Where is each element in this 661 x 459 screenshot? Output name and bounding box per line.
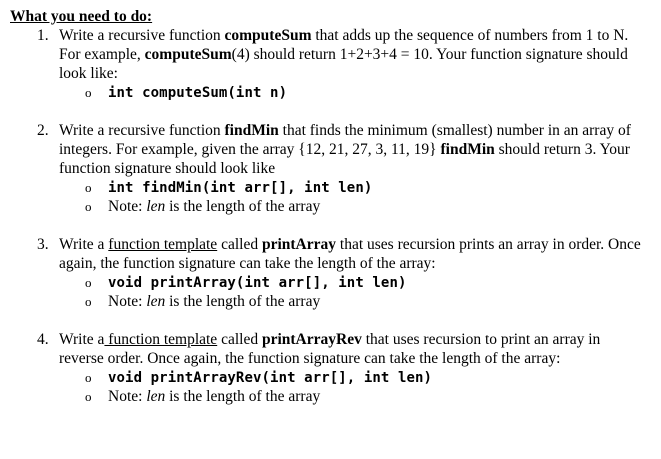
note-term: len — [146, 293, 166, 310]
function-name: computeSum — [144, 46, 232, 63]
sub-list — [59, 178, 643, 216]
task-1 — [10, 26, 661, 102]
function-name: findMin — [440, 141, 495, 158]
task-list — [10, 26, 661, 406]
note-term: len — [146, 388, 166, 405]
sub-list — [59, 368, 643, 406]
text-run: called — [217, 331, 262, 348]
sub-list — [59, 83, 643, 102]
task-description — [59, 235, 643, 273]
circle-bullet-icon: o — [85, 180, 92, 195]
task-4 — [10, 330, 661, 406]
signature-item — [59, 178, 643, 197]
sub-list — [59, 273, 643, 311]
function-signature: int computeSum(int n) — [108, 85, 288, 101]
text-run: Write a recursive function — [59, 27, 225, 44]
task-number: 1. — [37, 27, 49, 44]
function-name: printArrayRev — [261, 331, 362, 348]
circle-bullet-icon: o — [85, 294, 92, 309]
task-3 — [10, 235, 661, 311]
note-text: is the length of the array — [165, 388, 321, 405]
function-signature: void printArray(int arr[], int len) — [108, 275, 407, 291]
text-run: Write a — [59, 331, 105, 348]
task-number: 2. — [37, 122, 49, 139]
function-name: printArray — [261, 236, 337, 253]
signature-item — [59, 273, 643, 292]
task-description — [59, 330, 643, 368]
note-item — [59, 292, 643, 311]
note-text: is the length of the array — [165, 293, 321, 310]
circle-bullet-icon: o — [85, 370, 92, 385]
task-description — [59, 121, 643, 178]
note-item — [59, 387, 643, 406]
text-run: Write a — [59, 236, 109, 253]
note-term: len — [146, 198, 166, 215]
text-run: should return 3. Your function signature should look like — [59, 141, 630, 177]
circle-bullet-icon: o — [85, 85, 92, 100]
text-run: called — [217, 236, 262, 253]
function-name: computeSum — [224, 27, 312, 44]
signature-item — [59, 368, 643, 387]
note-item — [59, 197, 643, 216]
term-link-text: function template — [104, 331, 218, 348]
task-number: 3. — [37, 236, 49, 253]
text-run: that finds the minimum (smallest) number in an array of integers. For example, given the array {12, 21, 27, 3, 11, 19} — [59, 122, 631, 158]
signature-item — [59, 83, 643, 102]
task-number: 4. — [37, 331, 49, 348]
note-label: Note: — [108, 198, 147, 215]
circle-bullet-icon: o — [85, 389, 92, 404]
section-heading: What you need to do: — [10, 8, 153, 25]
text-run: that uses recursion to print an array in reverse order. Once again, the function signature can take the length of the array: — [59, 331, 601, 367]
text-run: that adds up the sequence of numbers from 1 to N. For example, — [59, 27, 629, 63]
function-name: findMin — [224, 122, 279, 139]
task-description — [59, 26, 643, 83]
note-text: is the length of the array — [165, 198, 321, 215]
note-label: Note: — [108, 293, 147, 310]
text-run: (4) should return 1+2+3+4 = 10. Your function signature should look like: — [59, 46, 628, 82]
text-run: Write a recursive function — [59, 122, 225, 139]
note-label: Note: — [108, 388, 147, 405]
text-run: that uses recursion prints an array in order. Once again, the function signature can take the length of the array: — [59, 236, 641, 272]
function-signature: int findMin(int arr[], int len) — [108, 180, 373, 196]
circle-bullet-icon: o — [85, 199, 92, 214]
function-signature: void printArrayRev(int arr[], int len) — [108, 370, 433, 386]
term-link-text: function template — [108, 236, 218, 253]
task-2 — [10, 121, 661, 216]
circle-bullet-icon: o — [85, 275, 92, 290]
